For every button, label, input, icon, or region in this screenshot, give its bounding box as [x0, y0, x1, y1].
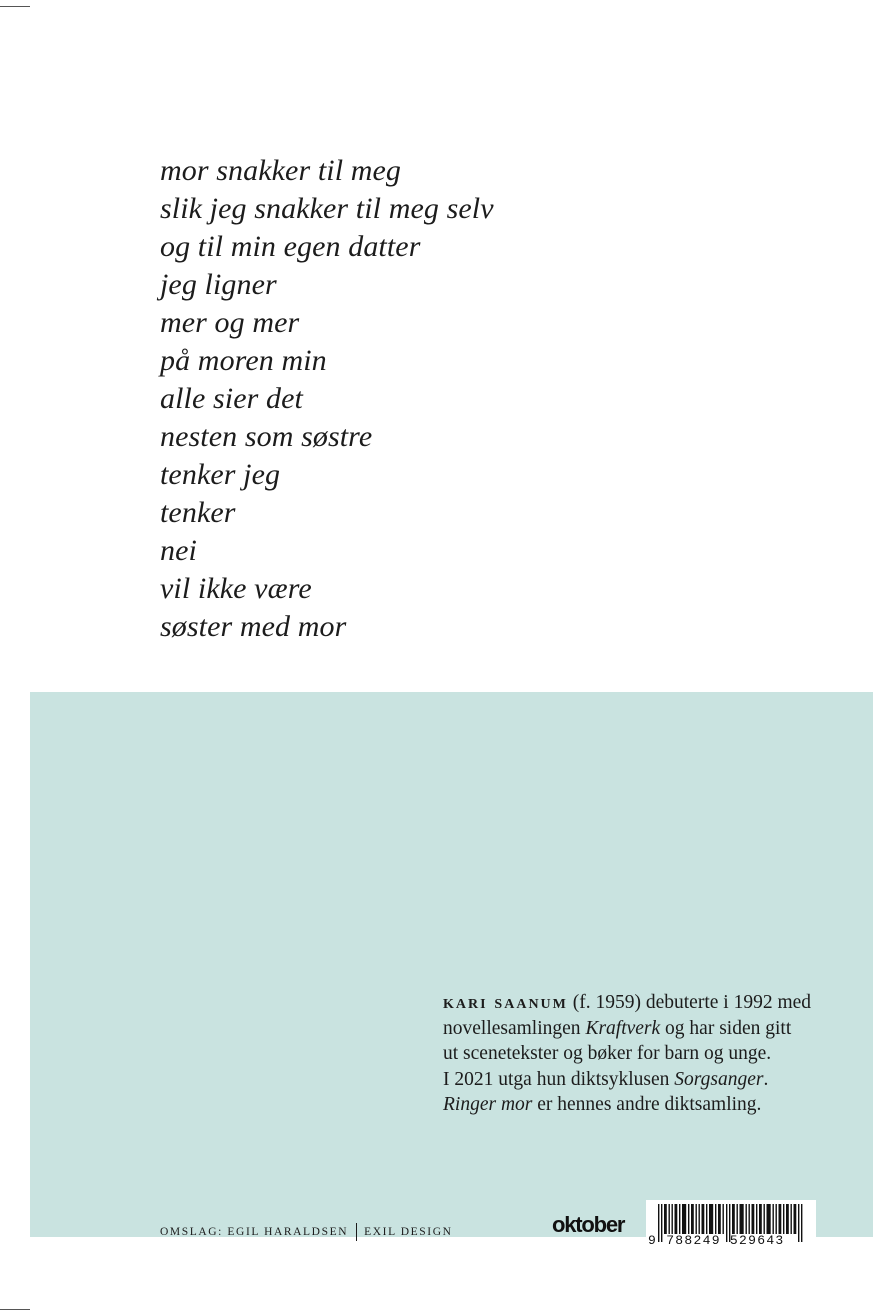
bio-text: I 2021 utga hun diktsyklusen: [443, 1068, 675, 1090]
book-title: Ringer mor: [443, 1094, 533, 1115]
credit-divider: [356, 1223, 357, 1241]
poem-line: søster med mor: [160, 610, 347, 643]
book-title: Sorgsanger: [674, 1068, 764, 1090]
bio-text: og har siden gitt: [660, 1017, 792, 1039]
bio-line: [443, 1092, 843, 1118]
isbn-digits: 9 788249 529643: [648, 1233, 785, 1248]
cover-credit-studio: EXIL DESIGN: [364, 1226, 453, 1238]
poem-line: mor snakker til meg: [160, 154, 402, 187]
bio-text: ut scenetekster og bøker for barn og unge.: [443, 1043, 772, 1064]
poem-line: tenker: [160, 496, 236, 529]
author-bio: [443, 990, 843, 1118]
poem-line: slik jeg snakker til meg selv: [160, 192, 494, 225]
poem-line: tenker jeg: [160, 458, 281, 491]
publisher-logo: oktober: [552, 1212, 625, 1237]
poem-line: på moren min: [160, 344, 327, 377]
bio-line: [443, 1067, 843, 1093]
poem-line: mer og mer: [160, 306, 300, 339]
poem-line: jeg ligner: [160, 268, 277, 301]
poem-line: nei: [160, 534, 197, 567]
isbn-barcode: [646, 1200, 816, 1252]
cover-credit-designer: OMSLAG: EGIL HARALDSEN: [160, 1226, 349, 1238]
poem-line: alle sier det: [160, 382, 303, 415]
crop-mark-top: [0, 6, 30, 7]
bio-text: (f. 1959) debuterte i 1992 med: [567, 992, 812, 1013]
poem-line: og til min egen datter: [160, 230, 421, 263]
bio-line: [443, 1041, 843, 1067]
author-name: kari saanum: [443, 992, 568, 1013]
crop-mark-bottom: [0, 1309, 30, 1310]
bio-text: er hennes andre diktsamling.: [532, 1094, 762, 1115]
poem-line: nesten som søstre: [160, 420, 373, 453]
poem-line: vil ikke være: [160, 572, 312, 605]
bio-line: [443, 990, 843, 1016]
poem: [160, 152, 494, 646]
bio-text: novellesamlingen: [443, 1017, 586, 1039]
back-cover-panel: [30, 692, 873, 1237]
cover-credit: [160, 1223, 453, 1241]
bio-text: .: [763, 1068, 769, 1090]
bio-line: [443, 1016, 843, 1042]
book-title: Kraftverk: [585, 1017, 661, 1039]
